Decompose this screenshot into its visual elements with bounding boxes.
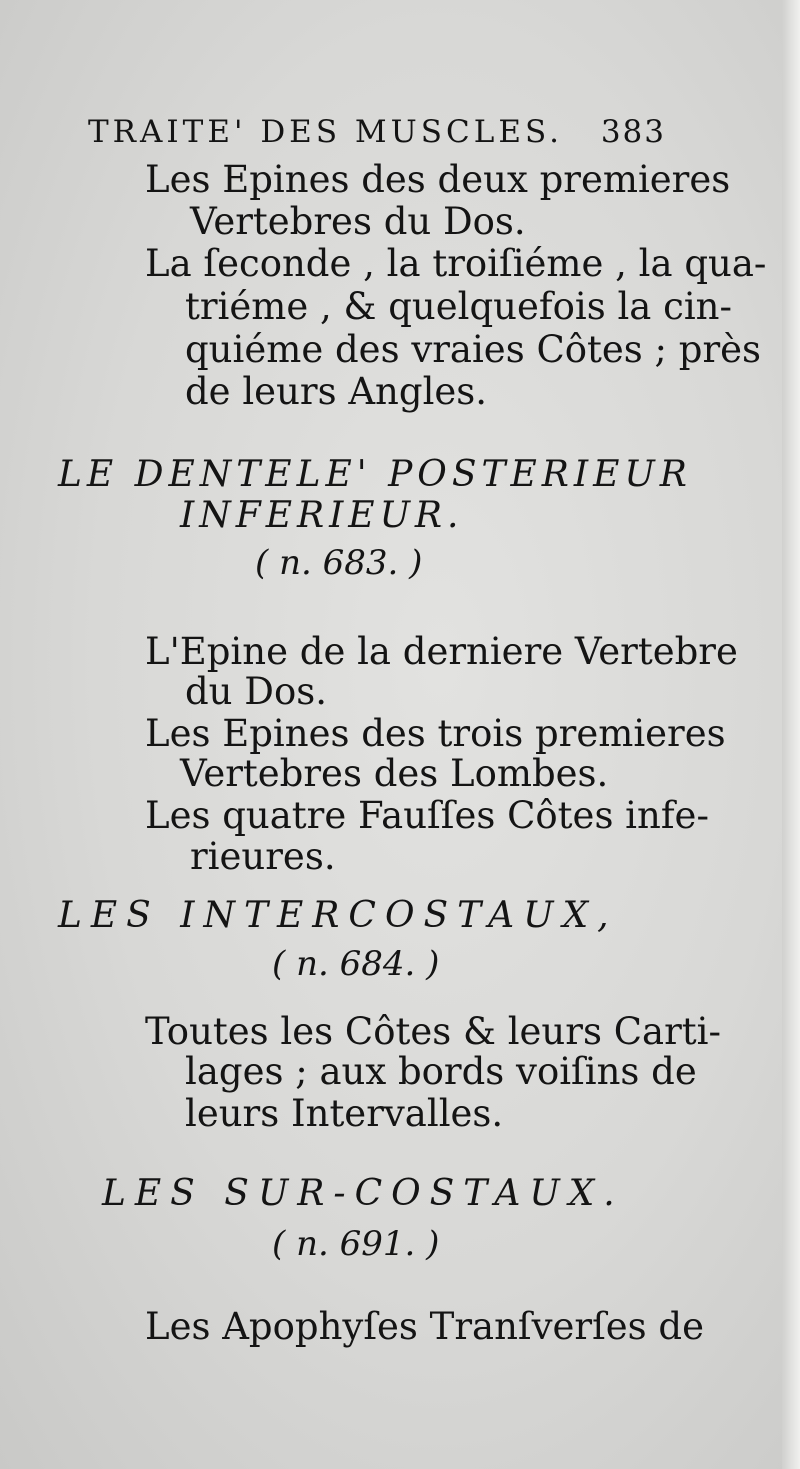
section-heading: LES INTERCOSTAUX, xyxy=(58,895,618,936)
text-line: rieures. xyxy=(190,835,336,878)
section-heading: LES SUR-COSTAUX. xyxy=(102,1173,624,1214)
section-heading: LE DENTELE' POSTERIEUR xyxy=(58,454,692,495)
text-line: La ſeconde , la troiſiéme , la qua- xyxy=(145,242,767,285)
text-line: Vertebres du Dos. xyxy=(190,200,526,243)
text-line: Toutes les Côtes & leurs Carti- xyxy=(145,1010,721,1053)
text-line: Les Apophyſes Tranſverſes de xyxy=(145,1305,705,1348)
running-head xyxy=(88,114,666,150)
text-line: triéme , & quelquefois la cin- xyxy=(185,285,732,328)
running-head-title: TRAITE' DES MUSCLES. xyxy=(88,114,563,150)
text-line: lages ; aux bords voiſins de xyxy=(185,1050,697,1093)
text-line: quiéme des vraies Côtes ; près xyxy=(185,328,762,371)
text-line: L'Epine de la derniere Vertebre xyxy=(145,630,738,673)
text-line: leurs Intervalles. xyxy=(185,1092,504,1135)
section-reference: ( n. 691. ) xyxy=(272,1224,440,1264)
text-line: Les Epines des trois premieres xyxy=(145,712,726,755)
page-number: 383 xyxy=(600,114,666,150)
text-line: Les Epines des deux premieres xyxy=(145,158,731,201)
text-line: de leurs Angles. xyxy=(185,370,488,413)
section-reference: ( n. 683. ) xyxy=(255,543,423,583)
section-reference: ( n. 684. ) xyxy=(272,944,440,984)
page-edge xyxy=(782,0,800,1469)
text-line: Vertebres des Lombes. xyxy=(180,752,609,795)
text-line: du Dos. xyxy=(185,670,327,713)
section-heading-continued: INFERIEUR. xyxy=(180,495,464,536)
text-line: Les quatre Fauſſes Côtes infe- xyxy=(145,794,709,837)
